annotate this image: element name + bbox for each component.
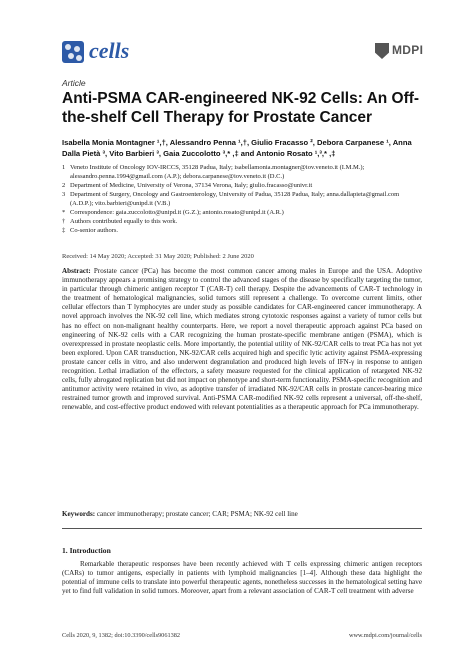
correspondence-note: * Correspondence: gaia.zuccolotto@unipd.it (G.Z.); antonio.rosato@unipd.it (A.R.)	[62, 209, 284, 216]
abstract-label: Abstract:	[62, 267, 91, 275]
journal-name: cells	[89, 38, 130, 63]
abstract-text: Prostate cancer (PCa) has become the most common cancer among males in Europe and the USA. Adoptive immunotherapy appears a promising strategy to control the advanced stages of the disease by specifically targeting the tumor, in particular through chimeric antigen receptor T (CAR-T) cell therapy. Despite the advancements of CAR-T technology in the treatment of hematological malignancies, solid tumors still represent a challenge. To overcome current limits, other cellular effectors than T lymphocytes are under study as possible candidates for CAR-engineered cancer immunotherapy. A novel approach involves the NK-92 cell line, which mediates strong cytotoxic responses against a variety of tumor cells but has no effect on non-malignant healthy counterparts. Here, we report a novel therapeutic approach against PCa based on engineering of NK-92 cells with a CAR recognizing the human prostate-specific membrane antigen (PSMA), which is overexpressed in prostate neoplastic cells. More importantly, the potential utility of NK-92/CAR cells to treat PCa has not yet been explored. Upon CAR transduction, NK-92/CAR cells acquired high and specific lytic activity against PSMA-expressing prostate cancer cells in vitro, and also underwent degranulation and produced high levels of IFN-γ in response to antigen recognition. Lethal irradiation of the effectors, a safety measure requested for the clinical application of retargeted NK-92 cells, fully abrogated replication but did not impact on phenotype and short-term functionality. PSMA-specific recognition and antitumor activity were retained in vivo, as adoptive transfer of irradiated NK-92/CAR cells in prostate cancer-bearing mice restrained tumor growth and improved survival. Anti-PSMA CAR-modified NK-92 cells represent a universal, off-the-shelf, renewable, and cost-effective product endowed with relevant potentialities as a therapeutic approach for PCa immunotherapy.	[62, 267, 422, 412]
publisher-logo	[375, 42, 424, 62]
abstract	[62, 267, 422, 413]
mdpi-shield-icon	[375, 43, 389, 59]
article-type: Article	[62, 78, 86, 88]
publication-dates: Received: 14 May 2020; Accepted: 31 May 2020; Published: 2 June 2020	[62, 253, 254, 260]
intro-paragraph: Remarkable therapeutic responses have been recently achieved with T cells expressing chimeric antigen receptors (CARs) to tumor antigens, especially in patients with lymphoid malignancies [1–4]. Although these data highlight the potential of immune cells to translate into powerful therapeutic agents, nonetheless successes in the hematological setting have yet to find full validation in solid tumors. Moreover, apart from a relevant association of CAR-T cell treatment with adverse	[62, 560, 422, 596]
equal-contribution-note: † Authors contributed equally to this work.	[62, 218, 178, 225]
citation-line: Cells 2020, 9, 1382; doi:10.3390/cells9061382	[62, 632, 181, 639]
publisher-name: MDPI	[392, 43, 424, 57]
affiliation-item: 3 Department of Surgery, Oncology and Gastroenterology, University of Padua, 35128 Padua, Italy; anna.dallapieta@gmail.com (A.D.P.); vito.barbieri@unipd.it (V.B.)	[62, 191, 400, 207]
journal-logo	[62, 38, 130, 66]
journal-url[interactable]: www.mdpi.com/journal/cells	[348, 632, 422, 639]
author-list: Isabella Monia Montagner ¹,†, Alessandro Penna ¹,†, Giulio Fracasso ², Debora Carpanese ¹, Anna Dalla Pietà ³, Vito Barbieri ³, Gaia Zuccolotto ³,* ,‡ and Antonio Rosato ¹,³,* ,‡	[62, 138, 412, 158]
co-senior-note: ‡ Co-senior authors.	[62, 227, 119, 234]
affiliation-item: 2 Department of Medicine, University of Verona, 37134 Verona, Italy; giulio.fracasso@univr.it	[62, 182, 313, 189]
keywords-label: Keywords:	[62, 510, 96, 518]
section-heading: 1. Introduction	[62, 546, 111, 555]
keywords-text: cancer immunotherapy; prostate cancer; CAR; PSMA; NK-92 cell line	[96, 510, 298, 518]
keywords	[62, 510, 422, 519]
affiliations	[62, 163, 422, 235]
cells-logo-icon	[62, 41, 84, 63]
paper-title: Anti-PSMA CAR-engineered NK-92 Cells: An Off-the-shelf Cell Therapy for Prostate Cancer	[62, 90, 420, 126]
section-divider	[62, 528, 422, 529]
affiliation-item: 1 Veneto Institute of Oncology IOV-IRCCS, 35128 Padua, Italy; isabellamonia.montagner@iov.veneto.it (I.M.M.); alessandro.penna.1994@gmail.com (A.P.); debora.carpanese@iov.veneto.it (D.C.)	[62, 164, 365, 180]
